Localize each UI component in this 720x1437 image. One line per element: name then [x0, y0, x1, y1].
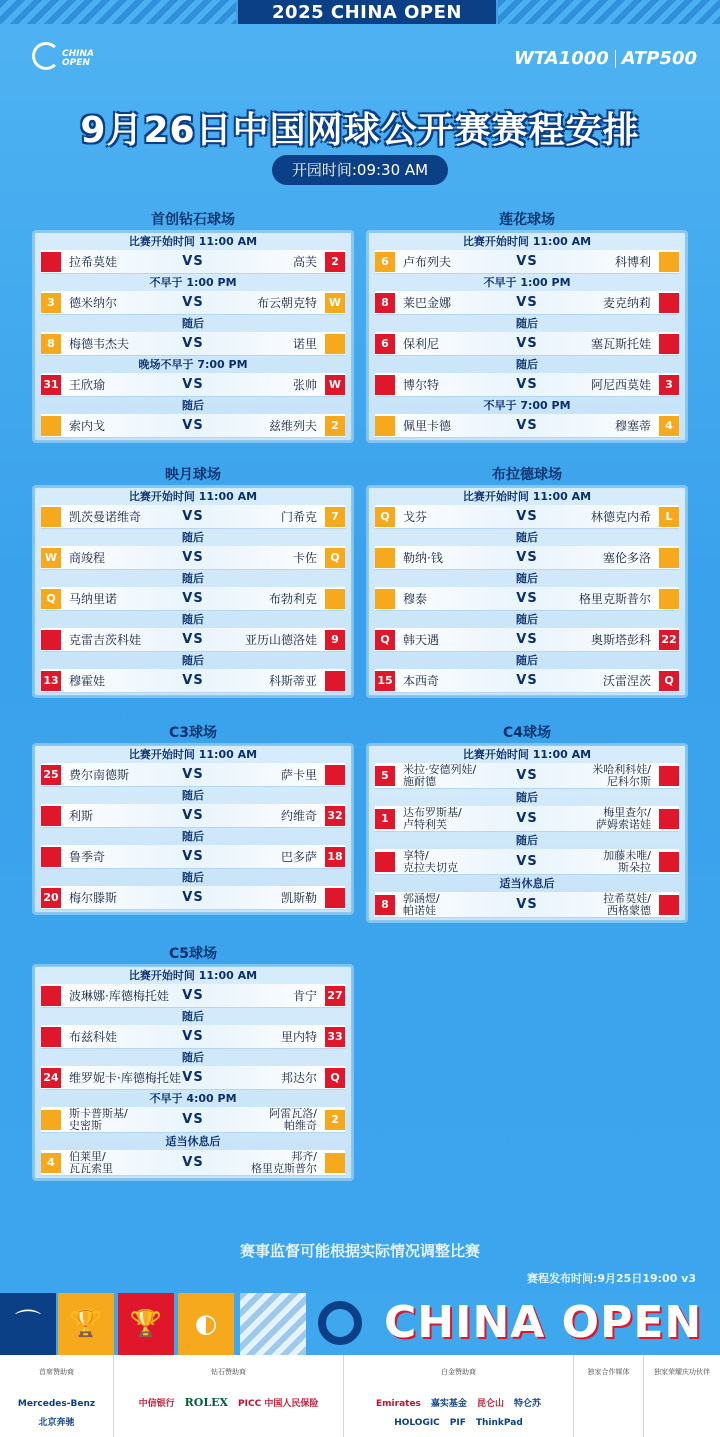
player-left: 费尔南德斯 — [69, 768, 130, 782]
seed-badge-right: 22 — [659, 630, 679, 650]
cup-icon: 🏆 — [129, 1309, 163, 1339]
seed-badge-right: 27 — [325, 986, 345, 1006]
player-right: 约维奇 — [280, 809, 317, 823]
sponsor-group — [644, 1355, 720, 1437]
seed-badge-left: 13 — [41, 671, 61, 691]
seed-badge-right: 4 — [659, 416, 679, 436]
seed-badge-right — [659, 589, 679, 609]
match-row — [375, 892, 679, 918]
seed-badge-right: 2 — [325, 1110, 345, 1130]
tennis-ball-icon: ◐ — [194, 1309, 218, 1339]
seed-badge-right — [325, 671, 345, 691]
match-row — [41, 669, 345, 693]
player-right: 梅里查尔/ 萨姆索诺娃 — [596, 806, 651, 831]
match-row — [41, 587, 345, 611]
sponsor-logos — [0, 1391, 113, 1429]
sponsor-logo: Emirates — [376, 1399, 421, 1409]
player-left: 利斯 — [69, 809, 94, 823]
sponsor-logo: ROLEX — [184, 1396, 229, 1409]
match-row — [375, 587, 679, 611]
seed-badge-left: 1 — [375, 809, 395, 829]
time-label: 适当休息后 — [499, 877, 555, 890]
match-row — [375, 806, 679, 832]
match-row — [41, 1150, 345, 1176]
vs-label: VS — [516, 854, 538, 869]
schedule-note: 赛事监督可能根据实际情况调整比赛 — [239, 1242, 480, 1260]
seed-badge-left: 25 — [41, 765, 61, 785]
seed-badge-left: 6 — [375, 252, 395, 272]
player-right: 麦克纳莉 — [602, 296, 651, 310]
match-row — [41, 414, 345, 438]
vs-label: VS — [182, 808, 204, 823]
seed-badge-right — [325, 1153, 345, 1173]
match-row — [41, 546, 345, 570]
player-left: 德米纳尔 — [69, 296, 118, 310]
match-row — [375, 250, 679, 274]
vs-label: VS — [182, 988, 204, 1003]
ball-tile — [178, 1293, 234, 1355]
vs-label: VS — [516, 897, 538, 912]
time-label: 比赛开始时间 11:00 AM — [128, 748, 258, 761]
time-label: 不早于 4:00 PM — [149, 1092, 237, 1105]
player-left: 王欣瑜 — [69, 378, 106, 392]
player-left: 本西奇 — [403, 674, 440, 688]
sponsor-group — [344, 1355, 574, 1437]
seed-badge-right: 33 — [325, 1027, 345, 1047]
sponsor-logo: 特仑苏 — [513, 1399, 541, 1409]
sponsor-group-title: 白金赞助商 — [441, 1368, 476, 1376]
time-label: 比赛开始时间 11:00 AM — [462, 490, 592, 503]
vs-label: VS — [516, 673, 538, 688]
time-label: 随后 — [516, 791, 538, 804]
player-left: 拉希莫娃 — [69, 255, 118, 269]
seed-badge-right — [659, 895, 679, 915]
court-card — [34, 745, 352, 913]
vs-label: VS — [516, 509, 538, 524]
court-name: 莲花球场 — [499, 212, 555, 228]
player-right: 凯斯勒 — [280, 891, 317, 905]
player-left: 享特/ 克拉夫切克 — [403, 849, 458, 874]
match-row — [41, 886, 345, 910]
player-right: 科博利 — [614, 255, 651, 269]
player-right: 邦齐/ 格里克斯普尔 — [251, 1150, 317, 1175]
match-row — [375, 373, 679, 397]
sponsor-group-title: 钻石赞助商 — [211, 1368, 246, 1376]
time-label: 比赛开始时间 11:00 AM — [128, 969, 258, 982]
seed-badge-right — [659, 293, 679, 313]
vs-label: VS — [516, 418, 538, 433]
time-label: 随后 — [182, 317, 204, 330]
match-row — [41, 505, 345, 529]
court-card — [368, 232, 686, 441]
sponsor-group — [114, 1355, 344, 1437]
vs-label: VS — [516, 550, 538, 565]
time-label: 随后 — [182, 572, 204, 585]
court-section — [34, 721, 352, 913]
stripe-tile — [240, 1293, 306, 1355]
match-row — [41, 845, 345, 869]
sponsor-group-title: 独家荣耀庆功伙伴 — [654, 1368, 710, 1376]
vs-label: VS — [182, 1112, 204, 1127]
match-row — [41, 332, 345, 356]
sponsor-logos — [114, 1391, 343, 1410]
ring-icon — [318, 1301, 362, 1345]
player-left: 穆泰 — [403, 592, 428, 606]
release-time: 赛程发布时间:9月25日19:00 v3 — [526, 1272, 696, 1285]
court-card — [34, 232, 352, 441]
logo-text: CHINA OPEN — [62, 49, 94, 68]
seed-badge-right: 32 — [325, 806, 345, 826]
time-label: 随后 — [516, 613, 538, 626]
court-section — [34, 942, 352, 1179]
match-row — [375, 414, 679, 438]
sponsor-group-title: 独家合作媒体 — [587, 1368, 630, 1376]
court-section — [34, 463, 352, 696]
player-right: 科斯蒂亚 — [268, 674, 317, 688]
player-right: 萨卡里 — [280, 768, 317, 782]
player-right: 格里克斯普尔 — [578, 592, 651, 606]
player-right: 兹维列夫 — [268, 419, 317, 433]
match-row — [375, 332, 679, 356]
time-label: 随后 — [182, 399, 204, 412]
trophy-icon: 🏆 — [69, 1309, 103, 1339]
time-label: 晚场不早于 7:00 PM — [138, 358, 248, 371]
vs-label: VS — [182, 890, 204, 905]
seed-badge-right: L — [659, 507, 679, 527]
court-name: C4球场 — [502, 725, 551, 741]
court-section — [368, 208, 686, 441]
vs-label: VS — [182, 418, 204, 433]
court-section — [368, 463, 686, 696]
time-label: 随后 — [182, 871, 204, 884]
vs-label: VS — [182, 849, 204, 864]
sponsor-logo: PICC 中国人民保险 — [238, 1399, 319, 1409]
player-right: 亚历山德洛娃 — [244, 633, 317, 647]
open-time-badge: 开园时间:09:30 AM — [272, 155, 448, 185]
seed-badge-left: 8 — [375, 895, 395, 915]
match-row — [375, 669, 679, 693]
player-right: 拉希莫娃/ 西格蒙德 — [603, 892, 651, 917]
brand-banner — [0, 1293, 720, 1355]
seed-badge-right: Q — [325, 1068, 345, 1088]
player-left: 凯茨曼诺维奇 — [69, 510, 142, 524]
sponsor-logo: HOLOGIC — [394, 1418, 440, 1428]
seed-badge-right — [325, 589, 345, 609]
time-label: 随后 — [182, 613, 204, 626]
player-right: 奥斯塔彭科 — [590, 633, 651, 647]
player-right: 塞瓦斯托娃 — [590, 337, 651, 351]
time-label: 随后 — [182, 531, 204, 544]
seed-badge-left: Q — [41, 589, 61, 609]
china-open-logo — [30, 40, 100, 80]
time-label: 随后 — [182, 1010, 204, 1023]
player-right: 阿雷瓦洛/ 帕维奇 — [269, 1107, 317, 1132]
player-left: 梅德韦杰夫 — [69, 337, 130, 351]
vs-label: VS — [516, 254, 538, 269]
court-section — [34, 208, 352, 441]
court-name: 布拉德球场 — [492, 467, 562, 483]
stadium-tile — [0, 1293, 56, 1355]
match-row — [41, 1025, 345, 1049]
page-title: 9月26日中国网球公开赛赛程安排 — [80, 110, 640, 151]
sponsor-logo: 昆仑山 — [476, 1399, 504, 1409]
seed-badge-right: W — [325, 375, 345, 395]
top-stripe-right — [498, 0, 720, 24]
seed-badge-right: Q — [325, 548, 345, 568]
time-label: 随后 — [182, 654, 204, 667]
time-label: 随后 — [516, 654, 538, 667]
vs-label: VS — [182, 1155, 204, 1170]
seed-badge-right — [325, 765, 345, 785]
court-card — [368, 745, 686, 921]
court-name: 首创钻石球场 — [151, 212, 235, 228]
time-label: 随后 — [516, 834, 538, 847]
seed-badge-right: 9 — [325, 630, 345, 650]
player-right: 诺里 — [292, 337, 317, 351]
seed-badge-left: W — [41, 548, 61, 568]
player-right: 卡佐 — [292, 551, 317, 565]
player-right: 高芙 — [292, 255, 317, 269]
vs-label: VS — [182, 377, 204, 392]
sponsors-strip — [0, 1355, 720, 1437]
player-right: 沃雷涅茨 — [602, 674, 651, 688]
sponsor-logo: 北京奔驰 — [38, 1418, 75, 1428]
vs-label: VS — [182, 295, 204, 310]
match-row — [375, 628, 679, 652]
seed-badge-right — [659, 766, 679, 786]
match-row — [41, 984, 345, 1008]
sponsor-logo: PIF — [449, 1418, 466, 1428]
seed-badge-right: W — [325, 293, 345, 313]
player-left: 保利尼 — [403, 337, 440, 351]
court-card — [368, 487, 686, 696]
time-label: 不早于 1:00 PM — [483, 276, 571, 289]
time-label: 比赛开始时间 11:00 AM — [128, 490, 258, 503]
seed-badge-right: 2 — [325, 252, 345, 272]
match-row — [375, 849, 679, 875]
time-label: 随后 — [182, 789, 204, 802]
player-right: 加藤未唯/ 斯朵拉 — [603, 849, 651, 874]
seed-badge-right — [659, 809, 679, 829]
seed-badge-right — [325, 334, 345, 354]
vs-label: VS — [516, 336, 538, 351]
seed-badge-right — [659, 852, 679, 872]
seed-badge-left: 4 — [41, 1153, 61, 1173]
sponsor-group — [0, 1355, 114, 1437]
stadium-icon: ⌒ — [14, 1309, 41, 1339]
match-row — [41, 291, 345, 315]
vs-label: VS — [516, 768, 538, 783]
time-label: 随后 — [182, 1051, 204, 1064]
sponsor-group — [574, 1355, 644, 1437]
court-name: C3球场 — [168, 725, 217, 741]
seed-badge-left: 8 — [41, 334, 61, 354]
logo-divider — [615, 50, 616, 68]
time-label: 随后 — [516, 572, 538, 585]
player-left: 穆霍娃 — [69, 674, 106, 688]
sponsor-logo: 中信银行 — [138, 1399, 175, 1409]
top-stripe-left — [0, 0, 236, 24]
match-row — [41, 628, 345, 652]
player-left: 维罗妮卡·库德梅托娃 — [69, 1071, 181, 1085]
match-row — [41, 1066, 345, 1090]
player-left: 卢布列夫 — [403, 255, 452, 269]
seed-badge-left: 20 — [41, 888, 61, 908]
seed-badge-right: 18 — [325, 847, 345, 867]
vs-label: VS — [182, 1070, 204, 1085]
player-left: 郭涵煜/ 帕诺娃 — [403, 892, 440, 917]
match-row — [41, 373, 345, 397]
court-name: 映月球场 — [165, 467, 221, 483]
court-card — [34, 966, 352, 1179]
seed-badge-left: 6 — [375, 334, 395, 354]
time-label: 比赛开始时间 11:00 AM — [128, 235, 258, 248]
time-label: 随后 — [182, 830, 204, 843]
player-left: 索内戈 — [69, 419, 106, 433]
player-left: 马纳里诺 — [69, 592, 118, 606]
time-label: 比赛开始时间 11:00 AM — [462, 748, 592, 761]
seed-badge-left: 31 — [41, 375, 61, 395]
seed-badge-right — [325, 888, 345, 908]
top-title: 2025 CHINA OPEN — [238, 0, 496, 24]
player-right: 巴多萨 — [280, 850, 317, 864]
wta-logo: WTA1000 — [514, 48, 609, 69]
player-right: 肯宁 — [292, 989, 317, 1003]
vs-label: VS — [182, 254, 204, 269]
player-left: 戈芬 — [403, 510, 428, 524]
seed-badge-right — [659, 548, 679, 568]
tour-logos — [514, 48, 697, 69]
court-name: C5球场 — [168, 946, 217, 962]
player-right: 邦达尔 — [280, 1071, 317, 1085]
top-bar — [0, 0, 720, 24]
court-card — [34, 487, 352, 696]
player-right: 张帅 — [292, 378, 317, 392]
sponsor-logos — [344, 1391, 573, 1429]
player-left: 勒纳·钱 — [403, 551, 443, 565]
sponsor-logo: 嘉实基金 — [430, 1399, 467, 1409]
player-right: 穆塞蒂 — [614, 419, 651, 433]
seed-badge-left: 8 — [375, 293, 395, 313]
player-left: 博尔特 — [403, 378, 440, 392]
time-label: 不早于 1:00 PM — [149, 276, 237, 289]
player-left: 伯莱里/ 瓦瓦索里 — [69, 1150, 113, 1175]
vs-label: VS — [182, 1029, 204, 1044]
seed-badge-right: 2 — [325, 416, 345, 436]
vs-label: VS — [182, 673, 204, 688]
seed-badge-left: 5 — [375, 766, 395, 786]
time-label: 随后 — [516, 317, 538, 330]
player-left: 韩天遇 — [403, 633, 440, 647]
player-right: 布云朝克特 — [256, 296, 317, 310]
vs-label: VS — [182, 336, 204, 351]
player-left: 佩里卡德 — [403, 419, 452, 433]
banner-brand: CHINA OPEN — [384, 1297, 703, 1348]
match-row — [375, 291, 679, 315]
player-right: 阿尼西莫娃 — [590, 378, 651, 392]
time-label: 适当休息后 — [165, 1135, 221, 1148]
match-row — [41, 804, 345, 828]
seed-badge-right: Q — [659, 671, 679, 691]
player-left: 鲁季奇 — [69, 850, 106, 864]
time-label: 比赛开始时间 11:00 AM — [462, 235, 592, 248]
seed-badge-left: Q — [375, 507, 395, 527]
match-row — [41, 1107, 345, 1133]
vs-label: VS — [516, 811, 538, 826]
time-label: 随后 — [516, 358, 538, 371]
player-left: 克雷吉茨科娃 — [69, 633, 142, 647]
seed-badge-right — [659, 334, 679, 354]
vs-label: VS — [516, 591, 538, 606]
trophy-tile — [58, 1293, 114, 1355]
vs-label: VS — [182, 591, 204, 606]
seed-badge-left: 3 — [41, 293, 61, 313]
player-left: 莱巴金娜 — [403, 296, 452, 310]
player-left: 达布罗斯基/ 卢特利芙 — [403, 806, 462, 831]
match-row — [375, 763, 679, 789]
vs-label: VS — [516, 377, 538, 392]
player-left: 斯卡普斯基/ 史密斯 — [69, 1107, 128, 1132]
sponsor-logo: Mercedes-Benz — [17, 1399, 96, 1409]
seed-badge-right — [659, 252, 679, 272]
seed-badge-right: 3 — [659, 375, 679, 395]
player-left: 米拉·安德列娃/ 施耐德 — [403, 763, 477, 788]
match-row — [41, 763, 345, 787]
seed-badge-left: Q — [375, 630, 395, 650]
player-right: 米哈利科娃/ 尼科尔斯 — [592, 763, 651, 788]
vs-label: VS — [516, 632, 538, 647]
vs-label: VS — [182, 550, 204, 565]
vs-label: VS — [182, 632, 204, 647]
match-row — [375, 546, 679, 570]
vs-label: VS — [516, 295, 538, 310]
atp-logo: ATP500 — [621, 48, 698, 69]
sponsor-logo: ThinkPad — [475, 1418, 523, 1428]
court-section — [368, 721, 686, 921]
player-left: 梅尔滕斯 — [69, 891, 118, 905]
player-left: 波琳娜·库德梅托娃 — [69, 989, 169, 1003]
seed-badge-left: 15 — [375, 671, 395, 691]
time-label: 不早于 7:00 PM — [483, 399, 571, 412]
player-right: 里内特 — [280, 1030, 317, 1044]
vs-label: VS — [182, 509, 204, 524]
player-right: 林德克内希 — [590, 510, 651, 524]
cup-tile — [118, 1293, 174, 1355]
match-row — [375, 505, 679, 529]
player-left: 商竣程 — [69, 551, 106, 565]
seed-badge-right: 7 — [325, 507, 345, 527]
match-row — [41, 250, 345, 274]
player-right: 布勃利克 — [268, 592, 317, 606]
player-right: 塞伦多洛 — [602, 551, 651, 565]
time-label: 随后 — [516, 531, 538, 544]
sponsor-group-title: 首席赞助商 — [39, 1368, 74, 1376]
swirl-icon — [32, 42, 60, 70]
player-right: 门希克 — [280, 510, 317, 524]
vs-label: VS — [182, 767, 204, 782]
seed-badge-left: 24 — [41, 1068, 61, 1088]
player-left: 布兹科娃 — [69, 1030, 118, 1044]
